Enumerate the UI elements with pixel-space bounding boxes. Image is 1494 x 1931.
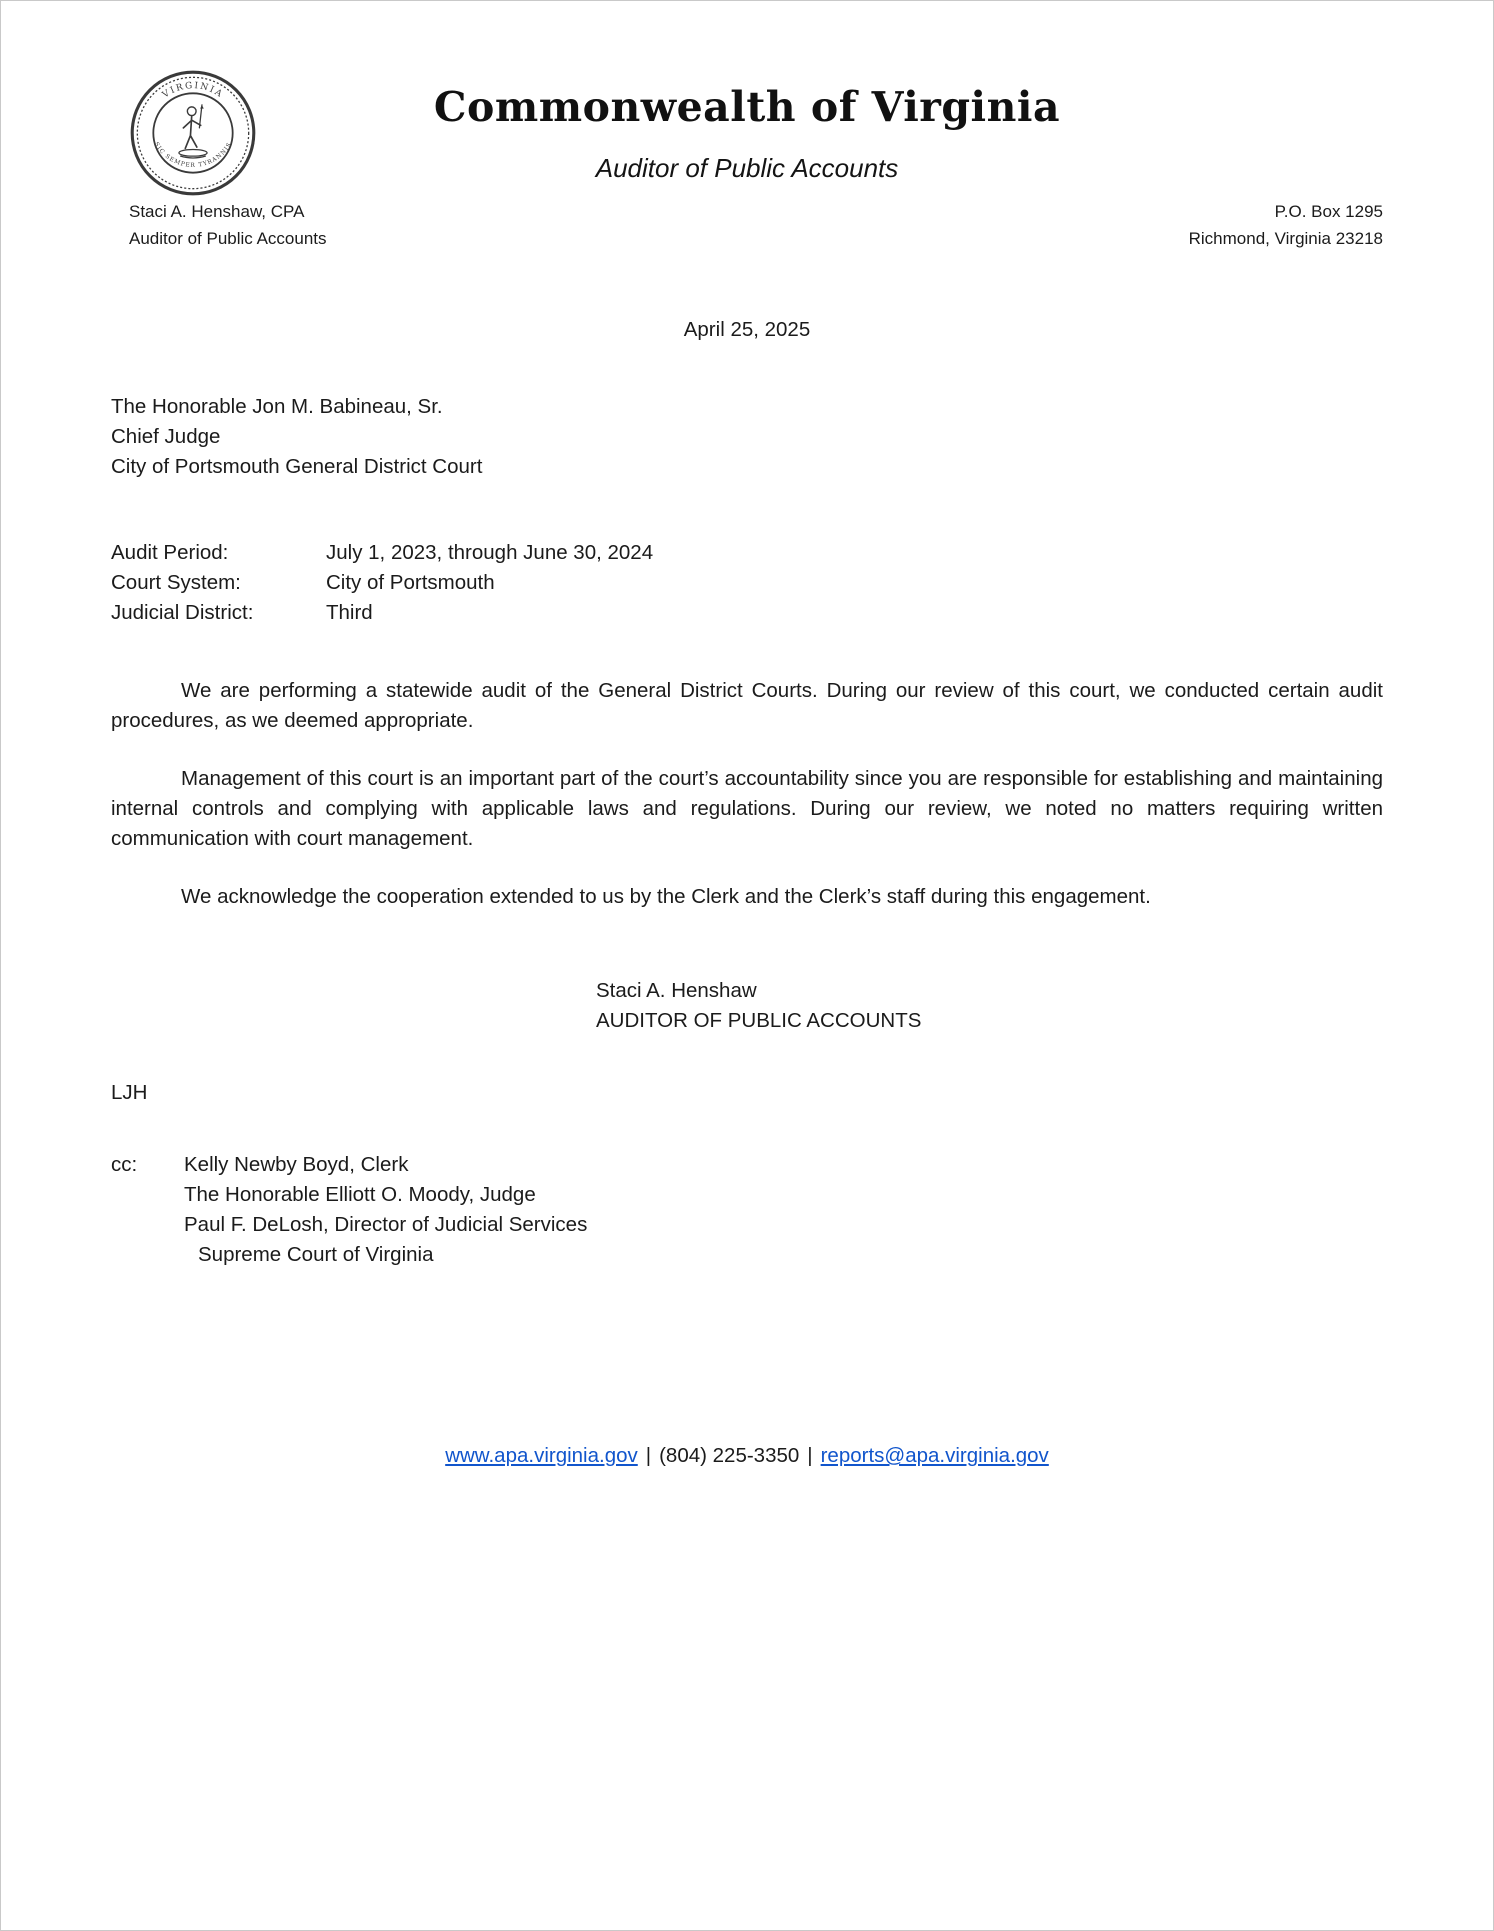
footer-separator: | xyxy=(807,1444,813,1467)
footer-email-link[interactable]: reports@apa.virginia.gov xyxy=(820,1444,1049,1467)
signature-block xyxy=(596,976,1383,1036)
virginia-seal-icon xyxy=(129,69,257,197)
letterhead-contacts xyxy=(129,198,1383,252)
cc-label: cc: xyxy=(111,1153,138,1176)
letterhead-address-block xyxy=(1189,198,1383,252)
letter-body xyxy=(111,315,1383,1270)
letterhead-title: Commonwealth of Virginia xyxy=(433,83,1061,131)
detail-row-audit-period xyxy=(111,538,1383,568)
body-paragraph: Management of this court is an important part of the court’s accountability since you are responsible for establishing and maintaining internal controls and complying with applicable laws and regulations. During our review, we noted no matters requiring written communication with court management. xyxy=(111,767,1383,850)
letterhead-subtitle: Auditor of Public Accounts xyxy=(595,153,899,183)
signature-title: AUDITOR OF PUBLIC ACCOUNTS xyxy=(596,1009,922,1032)
recipient-block xyxy=(111,392,1383,482)
letterhead-auditor-block xyxy=(129,198,327,252)
letterhead xyxy=(1,1,1493,252)
audit-details xyxy=(111,538,1383,628)
detail-label: Judicial District: xyxy=(111,601,254,624)
auditor-name: Staci A. Henshaw, CPA xyxy=(129,202,305,221)
date-line: April 25, 2025 xyxy=(683,318,811,341)
typist-initials: LJH xyxy=(111,1081,148,1104)
svg-text:VIRGINIA: VIRGINIA xyxy=(160,81,226,101)
svg-text:SIC SEMPER TYRANNIS: SIC SEMPER TYRANNIS xyxy=(152,141,234,169)
detail-value: July 1, 2023, through June 30, 2024 xyxy=(326,541,654,564)
body-paragraph: We acknowledge the cooperation extended to us by the Clerk and the Clerk’s staff during this engagement. xyxy=(181,885,1151,908)
detail-row-court-system xyxy=(111,568,1383,598)
recipient-title: Chief Judge xyxy=(111,425,221,448)
cc-line: The Honorable Elliott O. Moody, Judge xyxy=(184,1183,536,1206)
cc-lines xyxy=(184,1150,587,1270)
po-box: P.O. Box 1295 xyxy=(1274,202,1383,221)
recipient-name: The Honorable Jon M. Babineau, Sr. xyxy=(111,395,443,418)
body-paragraph: We are performing a statewide audit of the General District Courts. During our review of this court, we conducted certain audit procedures, as we deemed appropriate. xyxy=(111,679,1383,732)
signature-name: Staci A. Henshaw xyxy=(596,979,757,1002)
page-footer xyxy=(1,1444,1493,1468)
detail-row-judicial-district xyxy=(111,598,1383,628)
cc-line: Kelly Newby Boyd, Clerk xyxy=(184,1153,409,1176)
footer-separator: | xyxy=(645,1444,652,1467)
cc-line: Supreme Court of Virginia xyxy=(198,1243,434,1266)
detail-label: Audit Period: xyxy=(111,541,229,564)
detail-value: Third xyxy=(326,601,373,624)
detail-label: Court System: xyxy=(111,571,241,594)
auditor-title: Auditor of Public Accounts xyxy=(129,229,327,248)
footer-phone: (804) 225-3350 xyxy=(659,1444,800,1467)
letter-paragraphs xyxy=(111,676,1383,912)
cc-block xyxy=(111,1150,1383,1270)
detail-value: City of Portsmouth xyxy=(326,571,495,594)
city-state-zip: Richmond, Virginia 23218 xyxy=(1188,229,1383,248)
cc-line: Paul F. DeLosh, Director of Judicial Services xyxy=(184,1213,588,1236)
footer-website-link[interactable]: www.apa.virginia.gov xyxy=(445,1444,638,1467)
recipient-court: City of Portsmouth General District Court xyxy=(111,455,483,478)
